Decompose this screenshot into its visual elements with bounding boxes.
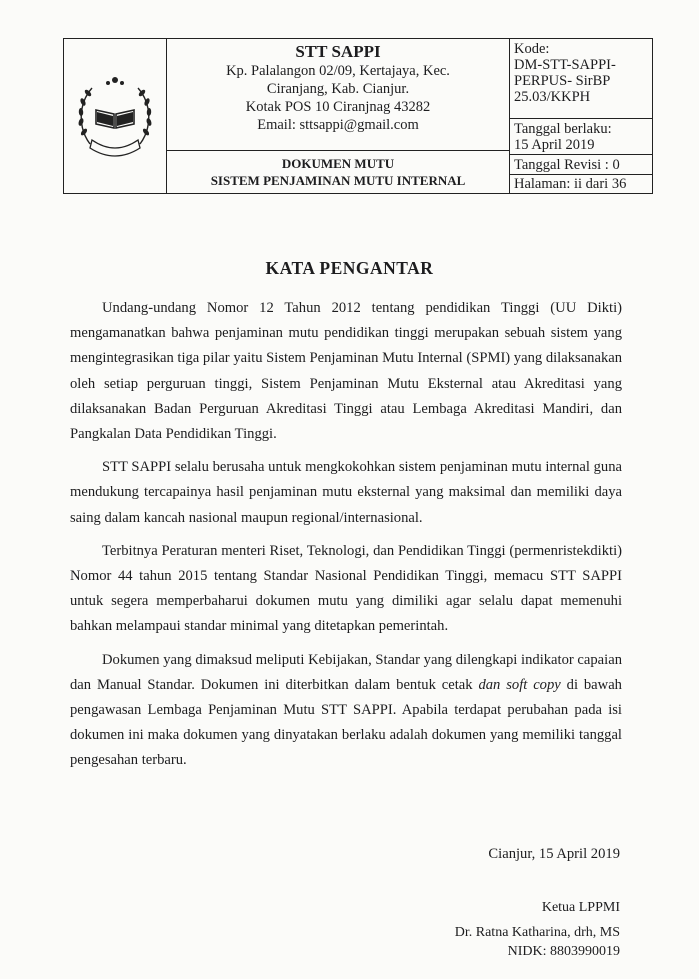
document-code (510, 41, 652, 119)
paragraph-3: Terbitnya Peraturan menteri Riset, Teknologi, dan Pendidikan Tinggi (permenristekdikti) Nomor 44 tahun 2015 tentang Standar Nasional Pendidikan Tinggi, memacu STT SAPPI untuk segera memperbaharui dokumen mutu yang dimiliki agar selalu dapat memenuhi bahkan melampaui standar minimal yang ditetapkan pemerintah. (70, 542, 622, 635)
page-number: Halaman: ii dari 36 (514, 176, 627, 192)
document-type-line-1: DOKUMEN MUTU (281, 156, 395, 171)
revision-date: Tanggal Revisi : 0 (510, 155, 652, 175)
email-line: Email: sttsappi@gmail.com (257, 117, 419, 133)
signature-place-date: Cianjur, 15 April 2019 (488, 846, 620, 862)
effective-date-label: Tanggal berlaku: (514, 121, 612, 137)
document-header-table (63, 38, 653, 194)
code-line-1: DM-STT-SAPPI- (514, 57, 616, 73)
effective-date-value: 15 April 2019 (514, 137, 595, 153)
body-text (70, 296, 622, 782)
paragraph-4-italic: dan soft copy (478, 676, 561, 693)
signature-nidk: NIDK: 8803990019 (507, 944, 620, 959)
signature-name: Dr. Ratna Katharina, drh, MS (454, 925, 620, 940)
institution-name: STT SAPPI (295, 42, 381, 61)
document-meta-cell (510, 39, 652, 193)
signature-role: Ketua LPPMI (541, 900, 620, 915)
document-type (167, 151, 509, 193)
institution-info (167, 39, 509, 151)
paragraph-4-part-1: Dokumen yang dimaksud meliputi Kebijakan, Standar yang dilengkapi indikator capaian dan Manual Standar. Dokumen ini diterbitkan dalam bentuk cetak (70, 651, 622, 693)
stt-sappi-logo (70, 66, 160, 166)
code-line-2: PERPUS- SirBP (514, 73, 611, 89)
code-label: Kode: (514, 41, 550, 57)
page-title: KATA PENGANTAR (265, 258, 434, 278)
address-line-3: Kotak POS 10 Ciranjnag 43282 (245, 99, 431, 115)
code-line-3: 25.03/KKPH (514, 89, 591, 105)
document-type-line-2: SISTEM PENJAMINAN MUTU INTERNAL (210, 173, 466, 188)
address-line-2: Ciranjang, Kab. Cianjur. (266, 81, 410, 97)
paragraph-2: STT SAPPI selalu berusaha untuk mengkokohkan sistem penjaminan mutu internal guna mendukung tercapainya hasil penjaminan mutu eksternal yang maksimal dan memiliki daya saing dalam kancah nasional maupun regional/internasional. (70, 459, 622, 526)
address-line-1: Kp. Palalangon 02/09, Kertajaya, Kec. (226, 63, 450, 79)
paragraph-4 (70, 648, 622, 774)
logo-cell (64, 39, 167, 193)
paragraph-4-part-2: di bawah pengawasan Lembaga Penjaminan Mutu STT SAPPI. Apabila terdapat perubahan pada isi dokumen ini maka dokumen yang dinyatakan berlaku adalah dokumen yang memiliki tanggal pengesahan terbaru. (70, 676, 622, 769)
paragraph-1: Undang-undang Nomor 12 Tahun 2012 tentang pendidikan Tinggi (UU Dikti) mengamanatkan bahwa penjaminan mutu pendidikan tinggi merupakan sebuah sistem yang mengintegrasikan tiga pilar yaitu Sistem Penjaminan Mutu Internal (SPMI) yang dilaksanakan oleh setiap perguruan tinggi, Sistem Penjaminan Mutu Eksternal atau Akreditasi yang dilaksanakan Badan Perguruan Akreditasi Tinggi atau Lembaga Akreditasi Mandiri, dan Pangkalan Data Pendidikan Tinggi. (70, 300, 623, 443)
institution-cell (167, 39, 510, 193)
effective-date (510, 119, 652, 155)
